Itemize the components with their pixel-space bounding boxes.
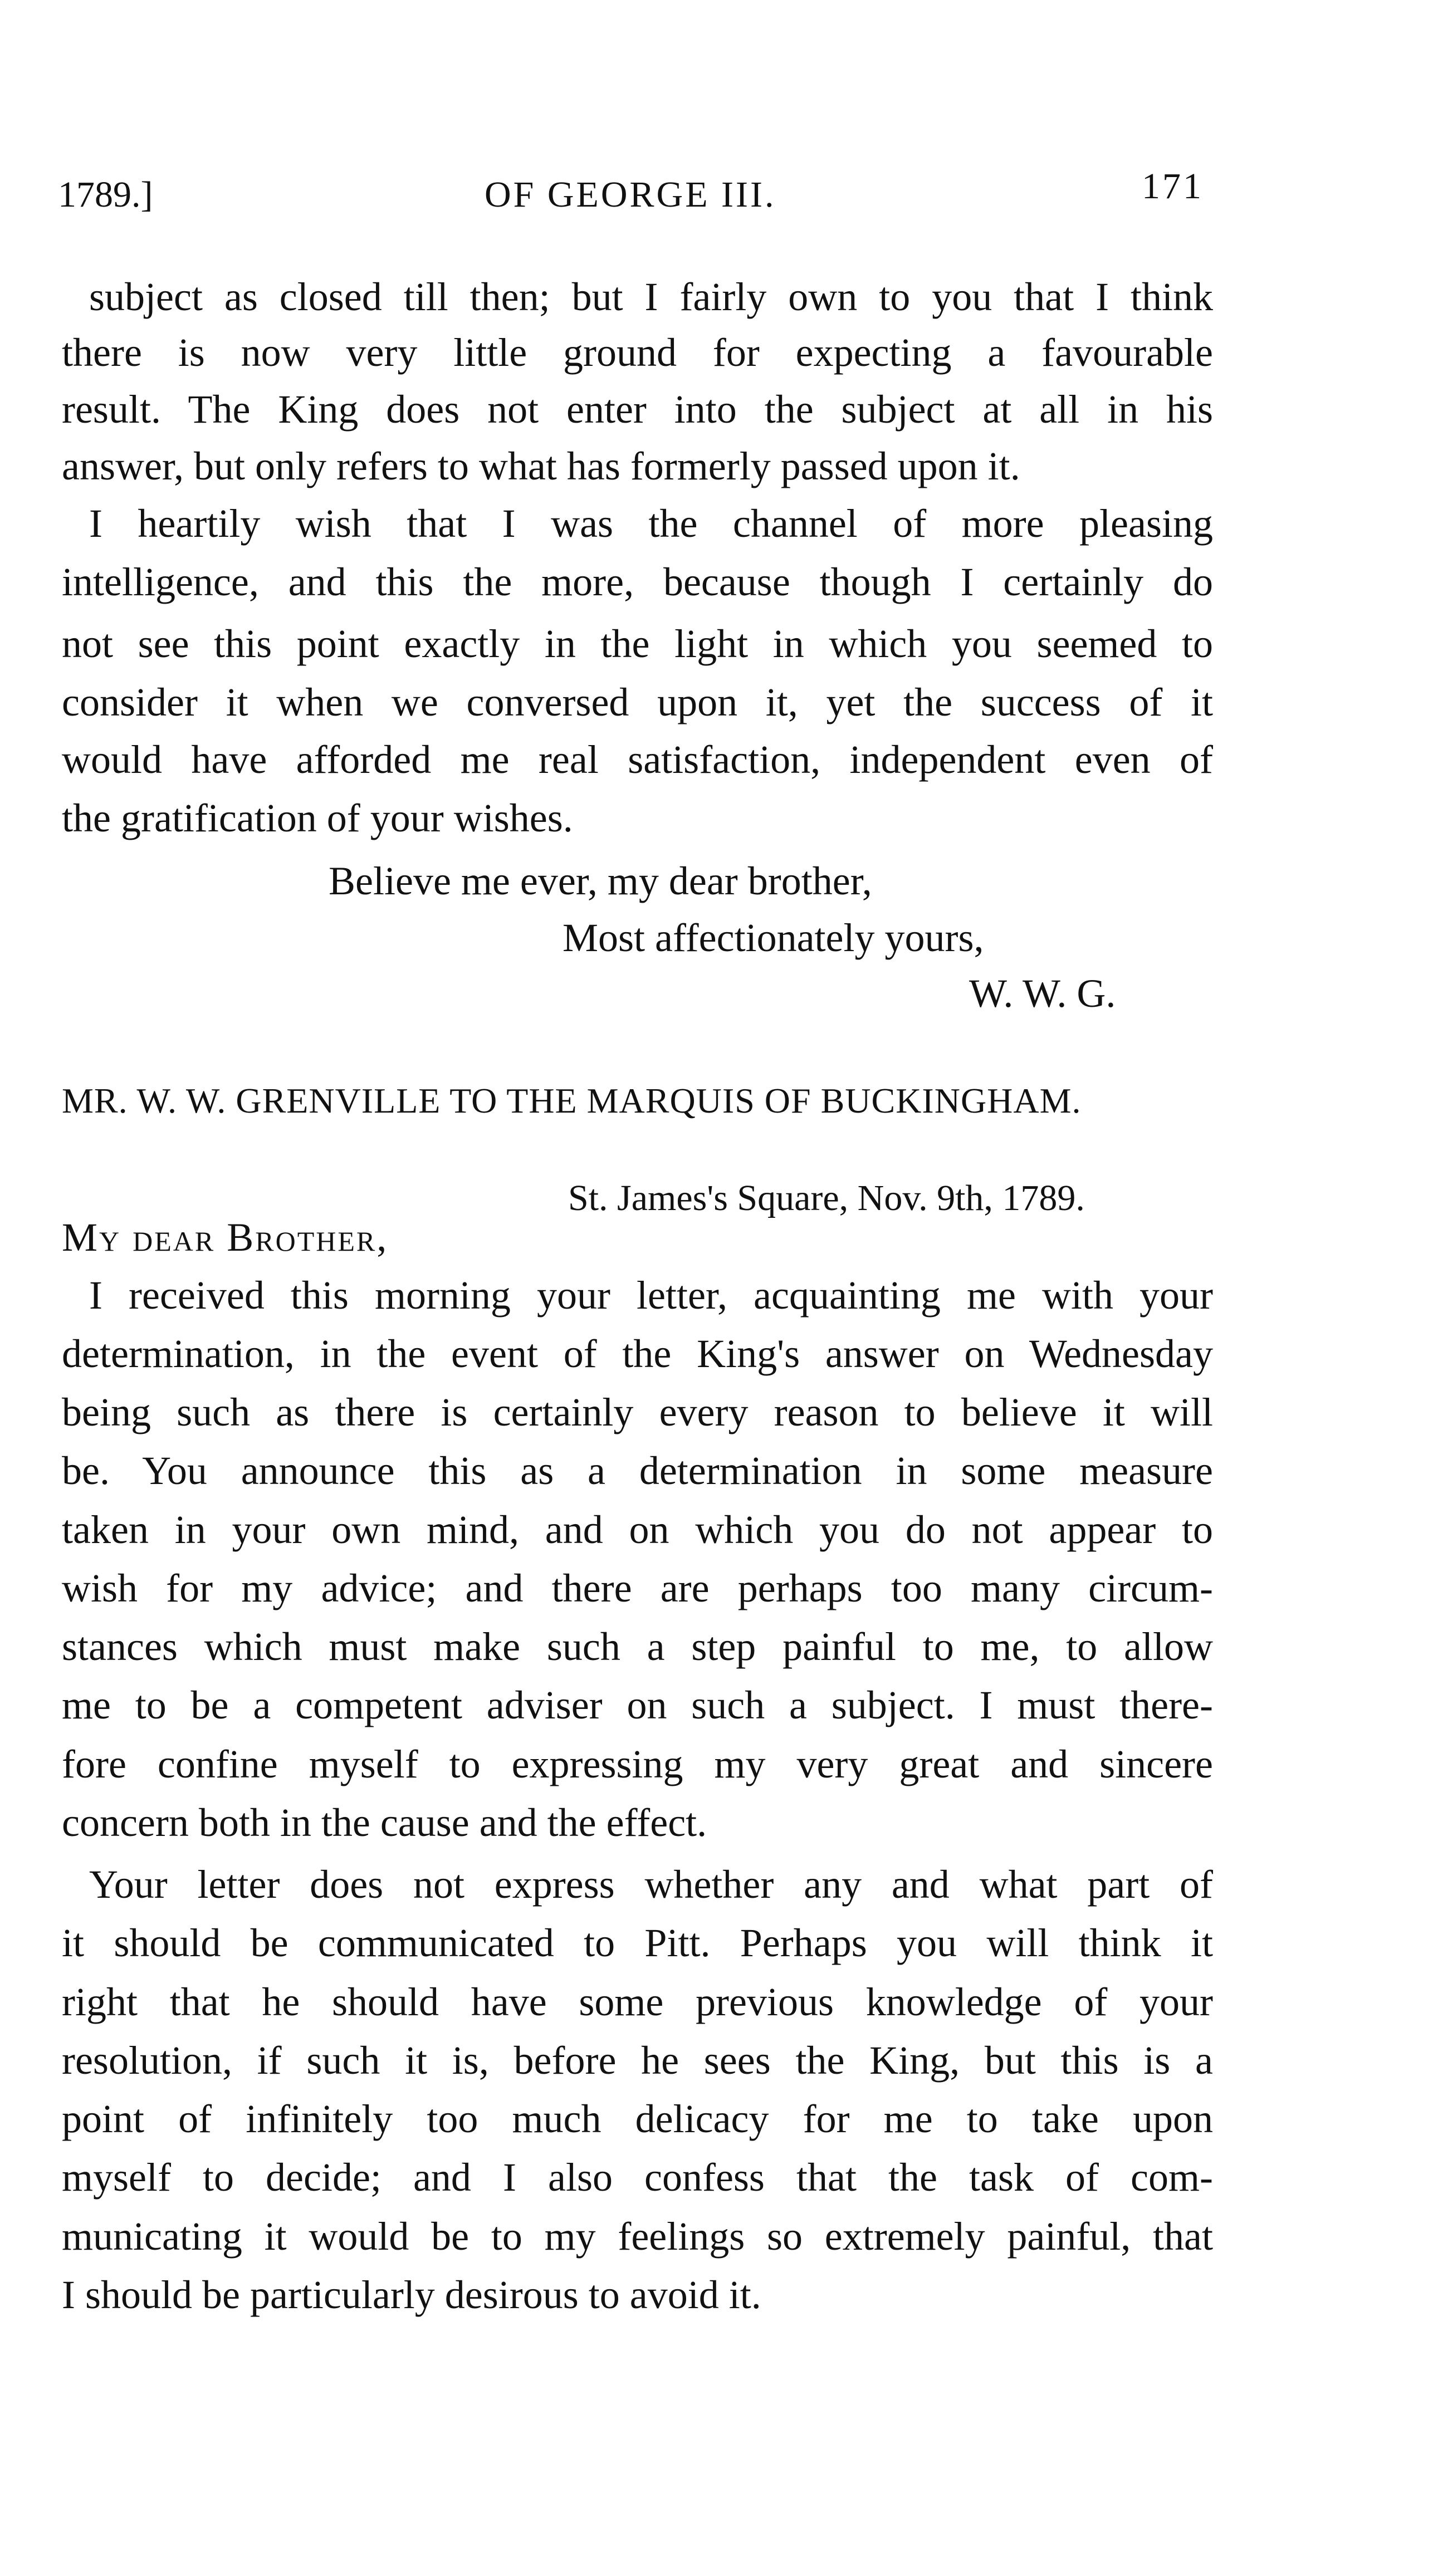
running-head-title: OF GEORGE III. [485, 174, 776, 215]
text-line: not see this point exactly in the light in which you seemed to [62, 621, 1213, 666]
text-line: be. You announce this as a determination in some measure [62, 1448, 1213, 1493]
text-line: point of infinitely too much delicacy for me to take upon [62, 2097, 1213, 2141]
text-line: it should be communicated to Pitt. Perhaps you will think it [62, 1921, 1213, 1965]
text-line: municating it would be to my feelings so extremely painful, that [62, 2214, 1213, 2259]
text-line: there is now very little ground for expecting a favourable [62, 330, 1213, 375]
text-line: right that he should have some previous knowledge of your [62, 1980, 1213, 2024]
dateline: St. James's Square, Nov. 9th, 1789. [568, 1178, 1085, 1218]
text-line: subject as closed till then; but I fairly own to you that I think [89, 275, 1213, 319]
text-line: taken in your own mind, and on which you do not appear to [62, 1507, 1213, 1552]
text-line: stances which must make such a step painful to me, to allow [62, 1624, 1213, 1669]
closing-line-1: Believe me ever, my dear brother, [329, 859, 872, 903]
text-line: concern both in the cause and the effect. [62, 1800, 707, 1845]
signature: W. W. G. [969, 971, 1116, 1016]
running-head-year: 1789.] [58, 174, 153, 215]
text-line: answer, but only refers to what has formerly passed upon it. [62, 444, 1020, 488]
text-line: I heartily wish that I was the channel of more pleasing [89, 501, 1213, 546]
letter-heading: MR. W. W. GRENVILLE TO THE MARQUIS OF BUCKINGHAM. [62, 1081, 1082, 1120]
text-line: being such as there is certainly every reason to believe it will [62, 1390, 1213, 1434]
text-line: me to be a competent adviser on such a subject. I must there- [62, 1683, 1213, 1727]
text-line: the gratification of your wishes. [62, 796, 573, 840]
text-line: resolution, if such it is, before he sees the King, but this is a [62, 2038, 1213, 2083]
text-line: intelligence, and this the more, because though I certainly do [62, 560, 1213, 604]
closing-line-2: Most affectionately yours, [563, 915, 984, 960]
text-line: wish for my advice; and there are perhaps too many circum- [62, 1566, 1213, 1610]
page-number: 171 [1142, 166, 1204, 207]
text-line: I received this morning your letter, acquainting me with your [89, 1273, 1213, 1318]
text-line: result. The King does not enter into the subject at all in his [62, 387, 1213, 432]
text-line: myself to decide; and I also confess that the task of com- [62, 2155, 1213, 2200]
text-line: consider it when we conversed upon it, yet the success of it [62, 680, 1213, 724]
text-line: would have afforded me real satisfaction, independent even of [62, 737, 1213, 782]
salutation: My dear Brother, [62, 1215, 389, 1260]
text-line: determination, in the event of the King's answer on Wednesday [62, 1331, 1213, 1376]
text-line: I should be particularly desirous to avoid it. [62, 2273, 761, 2317]
text-line: fore confine myself to expressing my very great and sincere [62, 1742, 1213, 1786]
text-line: Your letter does not express whether any and what part of [89, 1862, 1213, 1907]
